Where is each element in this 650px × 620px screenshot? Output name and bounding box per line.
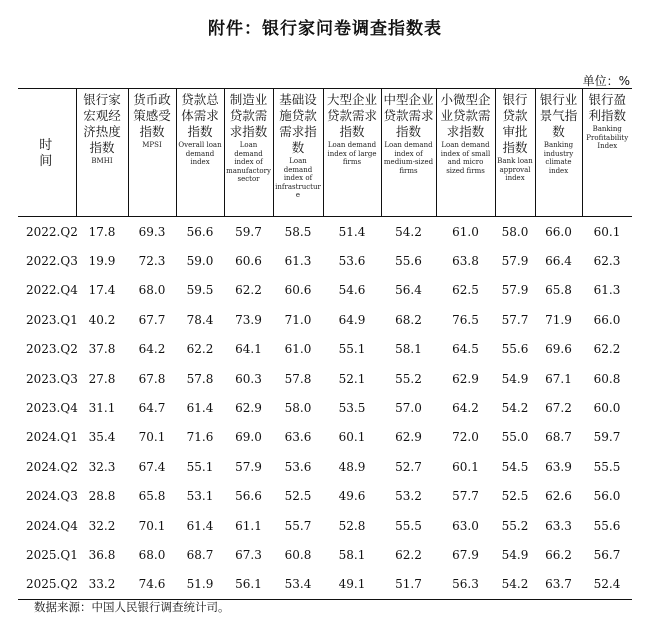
value-cell: 17.4 xyxy=(88,283,116,298)
value-cell: 60.1 xyxy=(338,430,366,445)
value-cell: 67.2 xyxy=(545,401,572,416)
header-label: 基础设施贷款需求指数 xyxy=(279,92,317,155)
period-cell: 2025.Q1 xyxy=(26,547,78,562)
value-cell: 60.6 xyxy=(235,254,262,269)
value-cell: 35.4 xyxy=(88,430,116,445)
data-source-note: 数据来源：中国人民银行调查统计司。 xyxy=(34,600,230,614)
value-cell: 31.1 xyxy=(88,401,116,416)
value-cell: 67.4 xyxy=(138,459,166,474)
value-cell: 54.9 xyxy=(501,371,529,386)
header-english: Loan demand index of infrastructure xyxy=(275,157,321,199)
value-cell: 65.8 xyxy=(138,489,166,504)
value-cell: 64.1 xyxy=(235,342,262,357)
header-label: 中型企业贷款需求指数 xyxy=(383,92,434,139)
value-cell: 36.8 xyxy=(88,547,116,562)
value-cell: 63.7 xyxy=(535,570,582,600)
table-row xyxy=(18,452,632,481)
value-cell: 59.7 xyxy=(593,430,621,445)
table-row xyxy=(18,364,632,393)
value-cell: 74.6 xyxy=(128,570,176,600)
header-english: Bank loan approval index xyxy=(497,157,533,182)
period-cell: 2024.Q1 xyxy=(26,430,78,445)
value-cell: 71.0 xyxy=(284,312,312,327)
value-cell: 68.2 xyxy=(395,312,422,327)
value-cell: 19.9 xyxy=(88,254,116,269)
value-cell: 61.3 xyxy=(593,283,621,298)
table-row xyxy=(18,511,632,540)
value-cell: 55.1 xyxy=(338,342,366,357)
header-english: BMHI xyxy=(91,157,113,165)
value-cell: 58.0 xyxy=(501,224,529,239)
value-cell: 72.0 xyxy=(452,430,479,445)
header-banking-profitability xyxy=(582,89,632,217)
value-cell: 71.6 xyxy=(186,430,214,445)
value-cell: 58.1 xyxy=(338,547,366,562)
value-cell: 62.2 xyxy=(186,342,214,357)
period-cell: 2024.Q3 xyxy=(26,489,78,504)
value-cell: 60.0 xyxy=(593,401,621,416)
table-header-row xyxy=(18,89,632,217)
table-body xyxy=(18,217,632,600)
value-cell: 64.7 xyxy=(138,401,166,416)
value-cell: 54.2 xyxy=(501,401,529,416)
value-cell: 54.2 xyxy=(395,224,422,239)
value-cell: 64.2 xyxy=(138,342,166,357)
value-cell: 27.8 xyxy=(88,371,116,386)
value-cell: 57.8 xyxy=(284,371,312,386)
value-cell: 62.6 xyxy=(545,489,572,504)
value-cell: 57.9 xyxy=(501,283,529,298)
value-cell: 56.4 xyxy=(395,283,422,298)
value-cell: 37.8 xyxy=(88,342,116,357)
header-label: 货币政策感受指数 xyxy=(133,92,171,139)
table-row xyxy=(18,217,632,247)
value-cell: 57.0 xyxy=(395,401,422,416)
value-cell: 76.5 xyxy=(452,312,479,327)
value-cell: 52.5 xyxy=(501,489,529,504)
header-english: Banking Profitability Index xyxy=(586,125,629,150)
header-english: Loan demand index of large firms xyxy=(327,141,377,166)
header-label: 银行业景气指数 xyxy=(539,92,578,139)
table-row xyxy=(18,305,632,334)
value-cell: 63.0 xyxy=(452,518,479,533)
value-cell: 57.7 xyxy=(501,312,529,327)
value-cell: 61.3 xyxy=(284,254,312,269)
period-cell: 2022.Q2 xyxy=(26,224,78,239)
value-cell: 58.1 xyxy=(395,342,422,357)
value-cell: 55.6 xyxy=(501,342,529,357)
value-cell: 62.9 xyxy=(235,401,262,416)
header-overall-loan-demand xyxy=(176,89,224,217)
value-cell: 51.4 xyxy=(338,224,366,239)
value-cell: 57.9 xyxy=(501,254,529,269)
value-cell: 52.1 xyxy=(338,371,366,386)
value-cell: 57.7 xyxy=(452,489,479,504)
value-cell: 55.6 xyxy=(593,518,621,533)
value-cell: 60.8 xyxy=(284,547,312,562)
header-english: Banking industry climate index xyxy=(543,141,574,175)
value-cell: 61.0 xyxy=(452,224,479,239)
value-cell: 66.4 xyxy=(545,254,572,269)
value-cell: 61.0 xyxy=(284,342,312,357)
value-cell: 54.9 xyxy=(501,547,529,562)
header-label: 贷款总体需求指数 xyxy=(181,92,219,139)
value-cell: 28.8 xyxy=(88,489,116,504)
period-cell: 2023.Q2 xyxy=(26,342,78,357)
value-cell: 51.9 xyxy=(176,570,224,600)
value-cell: 53.4 xyxy=(273,570,323,600)
table-row xyxy=(18,246,632,275)
value-cell: 55.2 xyxy=(501,518,529,533)
header-time xyxy=(18,89,86,217)
header-mpsi xyxy=(128,89,176,217)
value-cell: 61.4 xyxy=(186,401,214,416)
value-cell: 54.6 xyxy=(338,283,366,298)
value-cell: 48.9 xyxy=(338,459,366,474)
value-cell: 55.1 xyxy=(186,459,214,474)
value-cell: 56.3 xyxy=(436,570,495,600)
header-manufacturing-loan-demand xyxy=(224,89,273,217)
value-cell: 56.6 xyxy=(186,224,214,239)
value-cell: 51.7 xyxy=(381,570,436,600)
value-cell: 60.1 xyxy=(452,459,479,474)
period-cell: 2023.Q4 xyxy=(26,401,78,416)
table-row xyxy=(18,540,632,569)
header-english: Overall loan demand index xyxy=(178,141,222,166)
page-title: 附件：银行家问卷调查指数表 xyxy=(208,19,442,39)
value-cell: 62.5 xyxy=(452,283,479,298)
value-cell: 55.5 xyxy=(395,518,422,533)
period-cell: 2023.Q3 xyxy=(26,371,78,386)
value-cell: 52.4 xyxy=(582,570,632,600)
index-table xyxy=(18,88,632,600)
header-english: Loan demand index of medium-sized firms xyxy=(383,141,434,175)
value-cell: 56.1 xyxy=(224,570,273,600)
value-cell: 67.8 xyxy=(138,371,166,386)
value-cell: 61.1 xyxy=(235,518,262,533)
header-banking-climate xyxy=(535,89,582,217)
value-cell: 71.9 xyxy=(545,312,572,327)
value-cell: 49.1 xyxy=(323,570,381,600)
table-row xyxy=(18,335,632,364)
value-cell: 62.2 xyxy=(395,547,422,562)
table-row xyxy=(18,393,632,422)
value-cell: 58.0 xyxy=(284,401,312,416)
header-small-micro-firms-loan-demand xyxy=(436,89,495,217)
header-medium-firms-loan-demand xyxy=(381,89,436,217)
value-cell: 62.3 xyxy=(593,254,621,269)
table-row xyxy=(18,276,632,305)
value-cell: 40.2 xyxy=(88,312,116,327)
value-cell: 33.2 xyxy=(76,570,128,600)
value-cell: 53.1 xyxy=(186,489,214,504)
header-english: Loan demand index of manufactory sector xyxy=(226,141,271,183)
value-cell: 55.2 xyxy=(395,371,422,386)
value-cell: 70.1 xyxy=(138,518,166,533)
header-label: 制造业贷款需求指数 xyxy=(229,92,268,139)
value-cell: 64.5 xyxy=(452,342,479,357)
value-cell: 62.2 xyxy=(235,283,262,298)
period-cell: 2022.Q3 xyxy=(26,254,78,269)
value-cell: 68.0 xyxy=(138,547,166,562)
table-row xyxy=(18,570,632,600)
value-cell: 63.8 xyxy=(452,254,479,269)
value-cell: 59.7 xyxy=(235,224,262,239)
value-cell: 68.0 xyxy=(138,283,166,298)
value-cell: 67.9 xyxy=(452,547,479,562)
value-cell: 32.3 xyxy=(88,459,116,474)
value-cell: 17.8 xyxy=(88,224,116,239)
value-cell: 62.2 xyxy=(593,342,621,357)
value-cell: 49.6 xyxy=(338,489,366,504)
value-cell: 68.7 xyxy=(186,547,214,562)
value-cell: 73.9 xyxy=(235,312,262,327)
value-cell: 58.5 xyxy=(284,224,312,239)
value-cell: 72.3 xyxy=(138,254,166,269)
value-cell: 64.2 xyxy=(452,401,479,416)
period-cell: 2025.Q2 xyxy=(18,570,76,600)
value-cell: 60.6 xyxy=(284,283,312,298)
period-cell: 2022.Q4 xyxy=(26,283,78,298)
value-cell: 52.7 xyxy=(395,459,422,474)
value-cell: 70.1 xyxy=(138,430,166,445)
header-label: 时 间 xyxy=(39,138,86,169)
value-cell: 53.6 xyxy=(338,254,366,269)
value-cell: 57.9 xyxy=(235,459,262,474)
header-label: 大型企业贷款需求指数 xyxy=(326,92,377,139)
header-large-firms-loan-demand xyxy=(323,89,381,217)
value-cell: 67.7 xyxy=(138,312,166,327)
value-cell: 63.3 xyxy=(545,518,572,533)
period-cell: 2024.Q2 xyxy=(26,459,78,474)
value-cell: 64.9 xyxy=(338,312,366,327)
header-infrastructure-loan-demand xyxy=(273,89,323,217)
value-cell: 56.7 xyxy=(593,547,621,562)
value-cell: 66.0 xyxy=(593,312,621,327)
value-cell: 52.8 xyxy=(338,518,366,533)
value-cell: 53.5 xyxy=(338,401,366,416)
value-cell: 32.2 xyxy=(88,518,116,533)
value-cell: 63.6 xyxy=(284,430,312,445)
value-cell: 60.8 xyxy=(593,371,621,386)
value-cell: 66.0 xyxy=(545,224,572,239)
value-cell: 67.3 xyxy=(235,547,262,562)
value-cell: 59.5 xyxy=(186,283,214,298)
value-cell: 53.6 xyxy=(284,459,312,474)
value-cell: 69.3 xyxy=(138,224,166,239)
value-cell: 57.8 xyxy=(186,371,214,386)
value-cell: 60.1 xyxy=(593,224,621,239)
value-cell: 62.9 xyxy=(395,430,422,445)
value-cell: 67.1 xyxy=(545,371,572,386)
value-cell: 66.2 xyxy=(545,547,572,562)
value-cell: 54.5 xyxy=(501,459,529,474)
value-cell: 69.0 xyxy=(235,430,262,445)
header-english: Loan demand index of small and micro sized firms xyxy=(440,141,491,175)
value-cell: 56.0 xyxy=(593,489,621,504)
table-row xyxy=(18,482,632,511)
header-label: 银行家宏观经济热度指数 xyxy=(83,92,121,155)
value-cell: 63.9 xyxy=(545,459,572,474)
value-cell: 55.6 xyxy=(395,254,422,269)
value-cell: 60.3 xyxy=(235,371,262,386)
period-cell: 2023.Q1 xyxy=(26,312,78,327)
header-english: MPSI xyxy=(142,141,162,149)
value-cell: 52.5 xyxy=(284,489,312,504)
value-cell: 62.9 xyxy=(452,371,479,386)
value-cell: 65.8 xyxy=(545,283,572,298)
header-label: 银行盈利指数 xyxy=(588,92,626,123)
period-cell: 2024.Q4 xyxy=(26,518,78,533)
value-cell: 56.6 xyxy=(235,489,262,504)
value-cell: 61.4 xyxy=(186,518,214,533)
value-cell: 69.6 xyxy=(545,342,572,357)
header-label: 小微型企业贷款需求指数 xyxy=(440,92,491,139)
value-cell: 78.4 xyxy=(186,312,214,327)
value-cell: 54.2 xyxy=(495,570,535,600)
value-cell: 55.5 xyxy=(593,459,621,474)
value-cell: 55.0 xyxy=(501,430,529,445)
value-cell: 59.0 xyxy=(186,254,214,269)
value-cell: 68.7 xyxy=(545,430,572,445)
header-label: 银行贷款审批指数 xyxy=(502,92,528,155)
table-row xyxy=(18,423,632,452)
value-cell: 55.7 xyxy=(284,518,312,533)
value-cell: 53.2 xyxy=(395,489,422,504)
header-loan-approval xyxy=(495,89,535,217)
unit-label: 单位：% xyxy=(582,74,630,88)
